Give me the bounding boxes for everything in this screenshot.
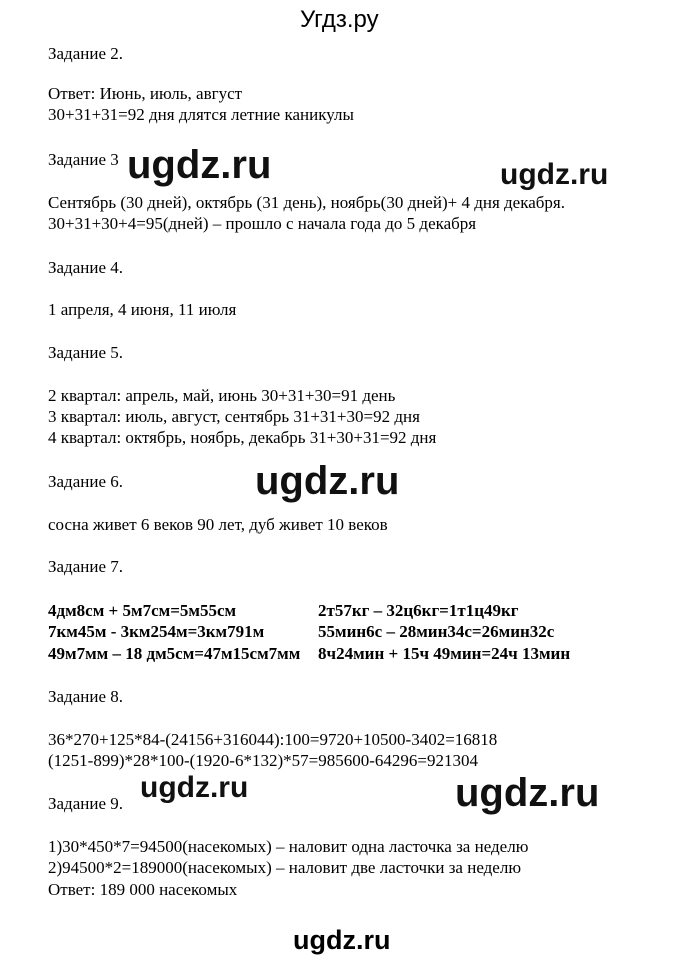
task-8-heading: Задание 8. <box>48 687 123 706</box>
task-8-line-1: 36*270+125*84-(24156+316044):100=9720+10500-3402=16818 <box>48 730 498 749</box>
watermark-logo: ugdz.ru <box>255 459 400 503</box>
task-5-heading: Задание 5. <box>48 343 123 362</box>
task-7-left-line-2: 7км45м - 3км254м=3км791м <box>48 622 265 641</box>
task-9-answer: Ответ: 189 000 насекомых <box>48 880 238 899</box>
task-8-line-2: (1251-899)*28*100-(1920-6*132)*57=985600-64296=921304 <box>48 751 478 770</box>
watermark-logo: ugdz.ru <box>127 143 272 187</box>
task-7-right-line-2: 55мин6с – 28мин34с=26мин32с <box>318 622 555 641</box>
watermark-logo: ugdz.ru <box>140 771 249 804</box>
task-5-line-1: 2 квартал: апрель, май, июнь 30+31+30=91 день <box>48 386 396 405</box>
task-3-line-2: 30+31+30+4=95(дней) – прошло с начала года до 5 декабря <box>48 214 477 233</box>
task-5-line-2: 3 квартал: июль, август, сентябрь 31+31+30=92 дня <box>48 407 420 426</box>
task-7-right-line-1: 2т57кг – 32ц6кг=1т1ц49кг <box>318 601 519 620</box>
task-3-line-1: Сентябрь (30 дней), октябрь (31 день), ноябрь(30 дней)+ 4 дня декабря. <box>48 193 565 212</box>
watermark-logo: ugdz.ru <box>500 158 609 191</box>
task-7-left-line-3: 49м7мм – 18 дм5см=47м15см7мм <box>48 644 301 663</box>
task-2-calc: 30+31+31=92 дня длятся летние каникулы <box>48 105 354 124</box>
site-header: Угдз.ру <box>300 6 379 33</box>
task-9-line-2: 2)94500*2=189000(насекомых) – наловит две ласточки за неделю <box>48 858 522 877</box>
task-6-line-1: сосна живет 6 веков 90 лет, дуб живет 10 веков <box>48 515 388 534</box>
watermark-logo: ugdz.ru <box>455 771 600 815</box>
task-9-line-1: 1)30*450*7=94500(насекомых) – наловит одна ласточка за неделю <box>48 837 529 856</box>
task-4-line-1: 1 апреля, 4 июня, 11 июля <box>48 300 237 319</box>
task-6-heading: Задание 6. <box>48 472 123 491</box>
task-3-heading: Задание 3 <box>48 150 119 169</box>
task-2-answer: Ответ: Июнь, июль, август <box>48 84 243 103</box>
task-9-heading: Задание 9. <box>48 794 123 813</box>
task-2-heading: Задание 2. <box>48 44 123 63</box>
task-7-left-line-1: 4дм8см + 5м7см=5м55см <box>48 601 237 620</box>
task-5-line-3: 4 квартал: октябрь, ноябрь, декабрь 31+30+31=92 дня <box>48 428 437 447</box>
site-footer: ugdz.ru <box>293 925 391 955</box>
task-7-heading: Задание 7. <box>48 557 123 576</box>
task-4-heading: Задание 4. <box>48 258 123 277</box>
task-7-right-line-3: 8ч24мин + 15ч 49мин=24ч 13мин <box>318 644 571 663</box>
